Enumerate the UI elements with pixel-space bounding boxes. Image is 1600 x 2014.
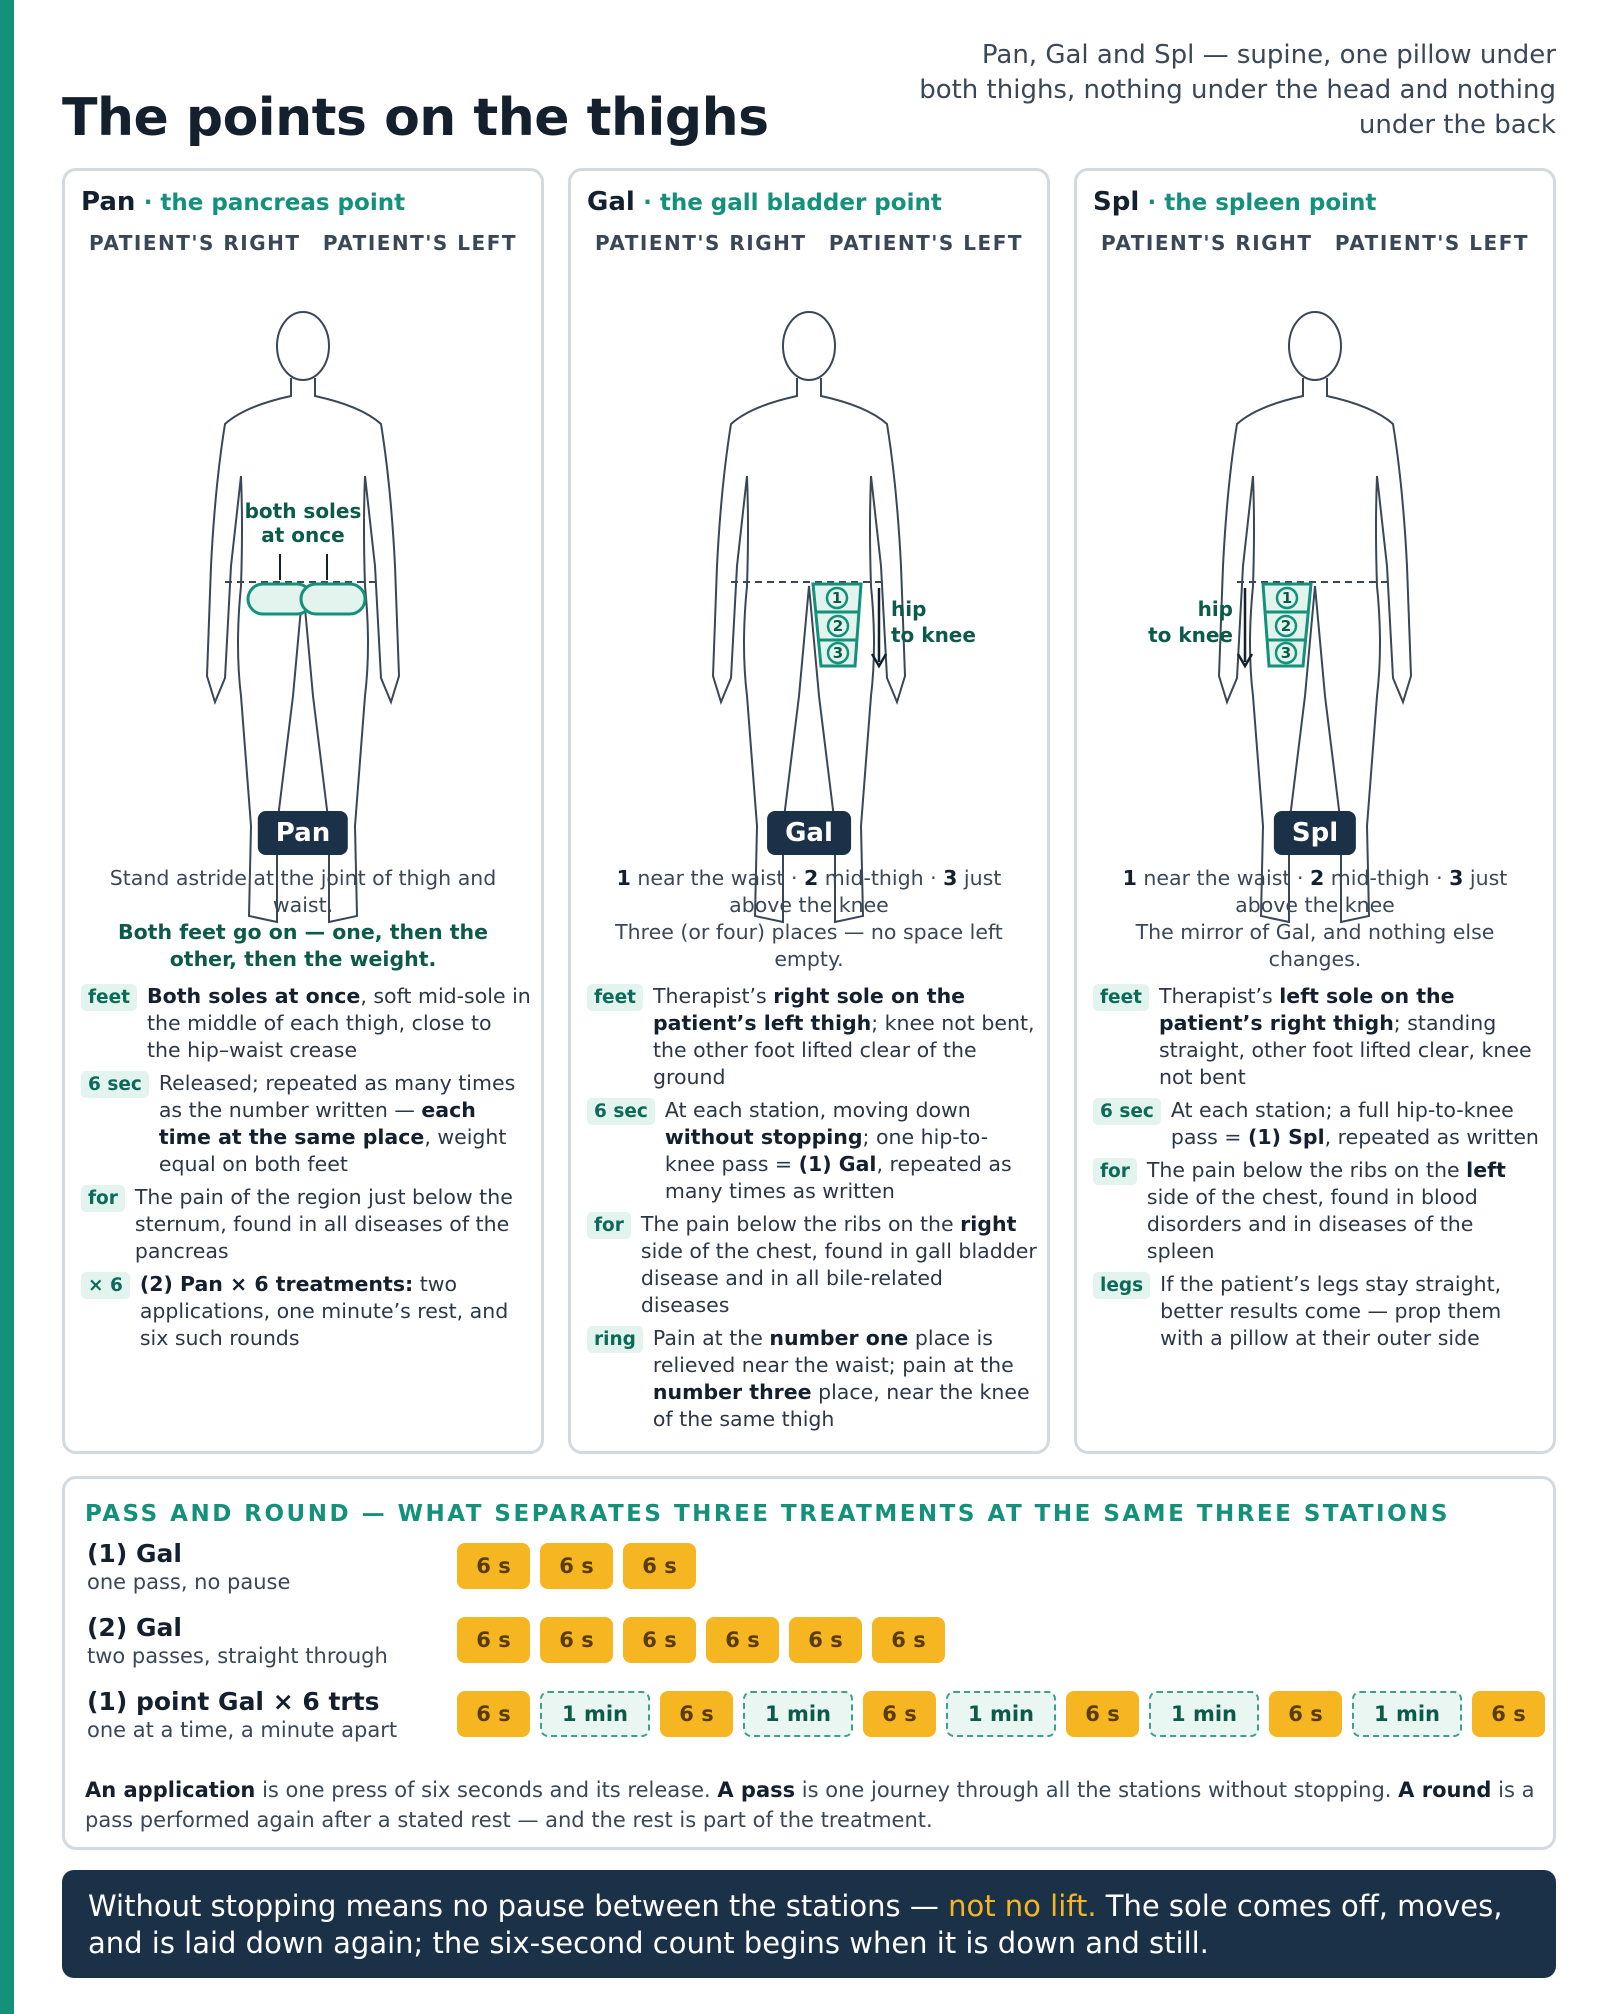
detail-row: for The pain of the region just below the sternum, found in all diseases of the pancreas	[81, 1184, 531, 1265]
press-chip: 6 s	[706, 1617, 779, 1663]
row-tag: for	[587, 1212, 631, 1239]
sequence-label: (2) Gal two passes, straight through	[87, 1613, 388, 1668]
point-name: · the pancreas point	[143, 190, 406, 216]
rest-chip: 1 min	[1352, 1691, 1462, 1737]
rest-chip: 1 min	[540, 1691, 650, 1737]
station-number: 3	[1280, 644, 1292, 662]
body-figure	[1077, 266, 1553, 966]
point-badge: Spl	[1274, 811, 1356, 855]
callout-line-2: at once	[261, 523, 345, 547]
press-chip: 6 s	[1269, 1691, 1342, 1737]
detail-row: 6 sec At each station, moving down without stopping; one hip-to-knee pass = (1) Gal, repeated as many times as written	[587, 1097, 1037, 1205]
detail-rows	[1093, 983, 1543, 1358]
detail-row: feet Therapist’s left sole on the patient’s right thigh; standing straight, other foot lifted clear, knee not bent	[1093, 983, 1543, 1091]
press-chip: 6 s	[872, 1617, 945, 1663]
row-tag: feet	[587, 984, 643, 1011]
callout-line-1: hip	[891, 597, 927, 621]
press-chip: 6 s	[623, 1543, 696, 1589]
sequence-timeline	[457, 1543, 706, 1589]
positioning-note: Pan, Gal and Spl — supine, one pillow under both thighs, nothing under the head and nothing under the back	[919, 40, 1556, 140]
callout-line-1: hip	[1197, 597, 1233, 621]
detail-row: for The pain below the ribs on the left side of the chest, found in blood disorders and in diseases of the spleen	[1093, 1157, 1543, 1265]
row-tag: legs	[1093, 1272, 1150, 1299]
sequence-timeline	[457, 1691, 1555, 1737]
press-chip: 6 s	[1066, 1691, 1139, 1737]
header	[62, 38, 1556, 148]
press-chip: 6 s	[457, 1543, 530, 1589]
row-tag: 6 sec	[81, 1071, 149, 1098]
station-number: 2	[832, 617, 844, 635]
side-label-left: PATIENT'S LEFT	[1334, 231, 1529, 255]
press-chip: 6 s	[1472, 1691, 1545, 1737]
summary-line: Three (or four) places — no space left empty.	[615, 920, 1003, 971]
summary-line: 1 near the waist · 2 mid-thigh · 3 just above the knee	[616, 866, 1002, 917]
row-tag: feet	[81, 984, 137, 1011]
summary-emphasis: Both feet go on — one, then the other, then the weight.	[117, 920, 489, 971]
body-figure	[571, 266, 1047, 966]
detail-row: feet Both soles at once, soft mid-sole in the middle of each thigh, close to the hip–waist crease	[81, 983, 531, 1064]
row-tag: 6 sec	[587, 1098, 655, 1125]
detail-row: ring Pain at the number one place is relieved near the waist; pain at the number three place, near the knee of the same thigh	[587, 1325, 1037, 1433]
callout-line-2: to knee	[891, 623, 976, 647]
panel-title: PASS AND ROUND — WHAT SEPARATES THREE TREATMENTS AT THE SAME THREE STATIONS	[85, 1501, 1450, 1527]
sequence-label: (1) Gal one pass, no pause	[87, 1539, 291, 1594]
rest-chip: 1 min	[1149, 1691, 1259, 1737]
card-spl	[1074, 168, 1556, 1454]
press-chip: 6 s	[789, 1617, 862, 1663]
row-tag: for	[1093, 1158, 1137, 1185]
side-label-right: PATIENT'S RIGHT	[1101, 231, 1313, 255]
row-tag: ring	[587, 1326, 643, 1353]
press-chip: 6 s	[623, 1617, 696, 1663]
page-title: The points on the thighs	[62, 88, 769, 148]
row-tag: × 6	[81, 1272, 130, 1299]
callout-line-2: to knee	[1148, 623, 1233, 647]
card-pan	[62, 168, 544, 1454]
detail-row: for The pain below the ribs on the right side of the chest, found in gall bladder disease and in all bile-related diseases	[587, 1211, 1037, 1319]
side-label-right: PATIENT'S RIGHT	[595, 231, 807, 255]
sequence-label: (1) point Gal × 6 trts one at a time, a minute apart	[87, 1687, 398, 1742]
summary-line: Stand astride at the joint of thigh and waist.	[109, 866, 497, 917]
point-badge: Pan	[258, 811, 348, 855]
detail-rows	[587, 983, 1037, 1439]
card-gal	[568, 168, 1050, 1454]
summary-line: 1 near the waist · 2 mid-thigh · 3 just above the knee	[1122, 866, 1508, 917]
press-chip: 6 s	[540, 1543, 613, 1589]
point-name: · the gall bladder point	[643, 190, 942, 216]
banner-highlight: not no lift.	[948, 1889, 1097, 1923]
detail-row: feet Therapist’s right sole on the patient’s left thigh; knee not bent, the other foot lifted clear of the ground	[587, 983, 1037, 1091]
detail-rows	[81, 983, 531, 1358]
row-tag: for	[81, 1185, 125, 1212]
sequence-timeline	[457, 1617, 955, 1663]
summary-line: The mirror of Gal, and nothing else changes.	[1135, 920, 1495, 971]
detail-row: legs If the patient’s legs stay straight, better results come — prop them with a pillow at their outer side	[1093, 1271, 1543, 1352]
press-chip: 6 s	[540, 1617, 613, 1663]
row-tag: feet	[1093, 984, 1149, 1011]
point-summary	[85, 865, 521, 973]
card-heading	[1093, 187, 1376, 217]
point-name: · the spleen point	[1147, 190, 1377, 216]
press-chip: 6 s	[863, 1691, 936, 1737]
key-note-banner: Without stopping means no pause between the stations — not no lift. The sole comes off, moves, and is laid down again; the six-second count begins when it is down and still.	[62, 1870, 1556, 1978]
side-label-right: PATIENT'S RIGHT	[89, 231, 301, 255]
press-chip: 6 s	[660, 1691, 733, 1737]
station-number: 1	[831, 589, 843, 607]
rest-chip: 1 min	[946, 1691, 1056, 1737]
point-summary	[591, 865, 1027, 973]
station-number: 3	[832, 644, 844, 662]
side-label-left: PATIENT'S LEFT	[828, 231, 1023, 255]
point-summary	[1097, 865, 1533, 973]
accent-bar	[0, 0, 14, 2014]
point-code: Spl	[1093, 187, 1140, 217]
station-number: 1	[1281, 589, 1293, 607]
callout-line-1: both soles	[244, 499, 362, 523]
rest-chip: 1 min	[743, 1691, 853, 1737]
card-heading	[587, 187, 942, 217]
definitions-note: An application is one press of six seconds and its release. A pass is one journey through all the stations without stopping. A round is a pass performed again after a stated rest — and the rest is part of the treatment.	[85, 1778, 1535, 1832]
detail-row: × 6 (2) Pan × 6 treatments: two applications, one minute’s rest, and six such rounds	[81, 1271, 531, 1352]
detail-row: 6 sec Released; repeated as many times as the number written — each time at the same place, weight equal on both feet	[81, 1070, 531, 1178]
point-badge: Gal	[767, 811, 851, 855]
station-number: 2	[1280, 617, 1292, 635]
press-chip: 6 s	[457, 1691, 530, 1737]
card-heading	[81, 187, 405, 217]
row-tag: 6 sec	[1093, 1098, 1161, 1125]
pass-and-round-panel	[62, 1476, 1556, 1850]
detail-row: 6 sec At each station; a full hip-to-knee pass = (1) Spl, repeated as written	[1093, 1097, 1543, 1151]
body-figure	[65, 266, 541, 966]
point-code: Pan	[81, 187, 136, 217]
side-label-left: PATIENT'S LEFT	[322, 231, 517, 255]
point-code: Gal	[587, 187, 635, 217]
press-chip: 6 s	[457, 1617, 530, 1663]
